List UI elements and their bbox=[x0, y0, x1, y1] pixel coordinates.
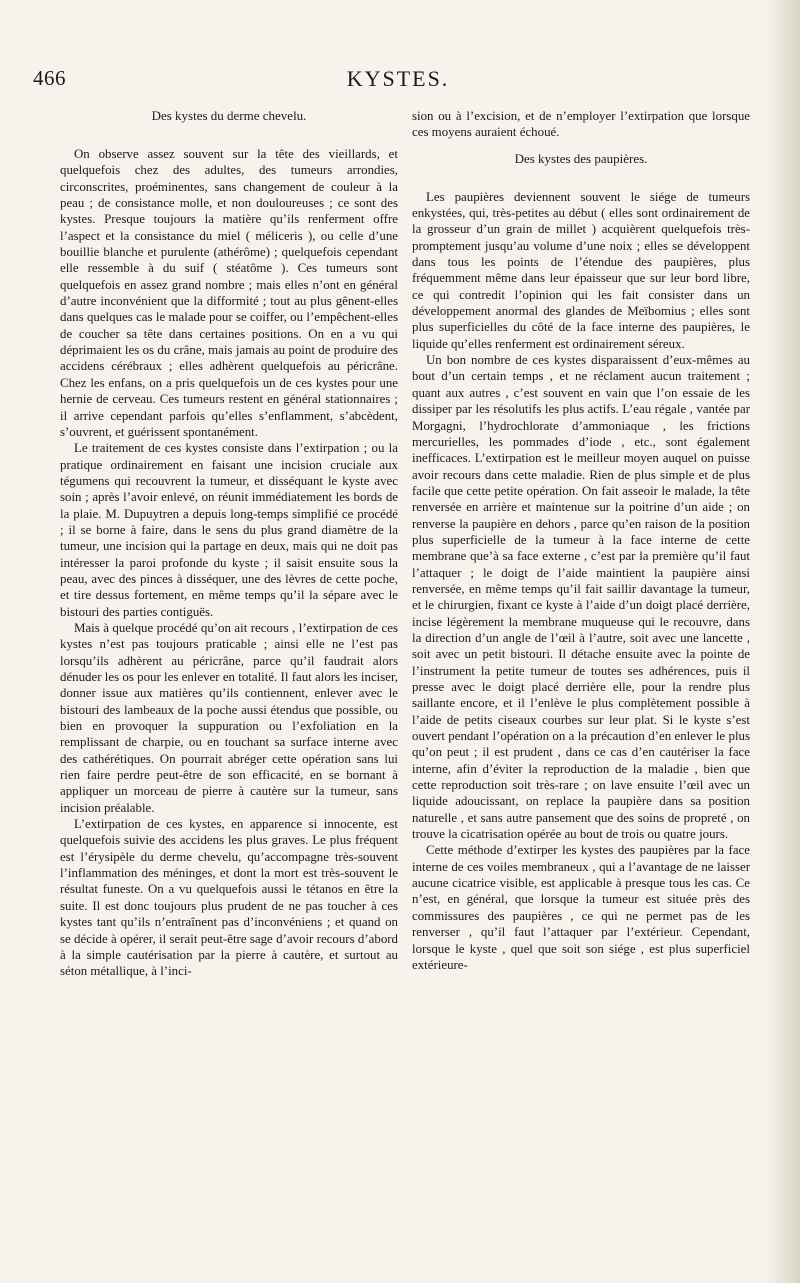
paragraph: Le traitement de ces kystes consiste dans l’extirpation ; ou la pratique ordinairement en faisant une incision cruciale aux tégumens qui recouvrent la tumeur, et disséquant le kyste avec soin ; après l’avoir enlevé, on réunit immédiatement les bords de la plaie. M. Dupuytren a depuis long-temps simplifié ce procédé ; il se borne à faire, dans le sens du plus grand diamètre de la tumeur, une incision qui la partage en deux, mais qui ne doit pas intéresser la paroi profonde du kyste ; il saisit ensuite sous la peau, avec des pinces à disséquer, une des lèvres de cette poche, et tire dessus fortement, en même temps qu’il la sépare avec le bistouri des parties contiguës. bbox=[60, 441, 398, 619]
continuation-paragraph: sion ou à l’excision, et de n’employer l’extirpation que lorsque ces moyens auraient échoué. bbox=[412, 109, 750, 140]
paragraph: L’extirpation de ces kystes, en apparence si innocente, est quelquefois suivie des accidens les plus graves. Le plus fréquent est l’érysipèle du derme chevelu, qu’accompagne très-souvent l’inflammation des méninges, et dont la mort est très-souvent le résultat funeste. On a vu quelquefois aussi le tétanos en être la suite. Il est donc toujours plus prudent de ne pas toucher à ces kystes tant qu’ils n’entraînent pas d’inconvéniens ; et quand on se décide à opérer, il serait peut-être sage d’avoir recours d’abord à la simple cautérisation par la pierre à cautère, et surtout au séton métallique, à l’inci- bbox=[60, 817, 398, 979]
page-header bbox=[33, 66, 763, 106]
paragraph: On observe assez souvent sur la tête des vieillards, et quelquefois chez des adultes, des tumeurs arrondies, circonscrites, proéminentes, sans changement de couleur à la peau ; de consistance molle, et non douloureuses ; ce sont des kystes. Presque toujours la matière qu’ils renferment offre l’aspect et la consistance du miel ( méliceris ), ou celle d’une bouillie blanche et purulente (athérôme) ; quelquefois cependant elle ressemble à du suif ( stéatôme ). Ces tumeurs sont quelquefois en assez grand nombre ; mais elles n’ont en général d’autre inconvénient que la difformité ; tout au plus gênent-elles dans quelques cas le malade pour se coiffer, ou l’empêchent-elles de coucher sa tête dans certaines positions. On en a vu qui déprimaient les os du crâne, mais jamais au point de produire des accidens cérébraux ; elles adhèrent quelquefois au péricrâne. Chez les enfans, on a pris quelquefois un de ces kystes pour une hernie de cerveau. Ces tumeurs restent en général stationnaires ; il arrive cependant parfois qu’elles s’enflamment, s’abcèdent, s’ouvrent, et guérissent spontanément. bbox=[60, 147, 398, 439]
left-column bbox=[60, 108, 398, 980]
section-heading-scalp-cysts: Des kystes du derme chevelu. bbox=[151, 108, 307, 123]
page-number: 466 bbox=[33, 66, 66, 90]
section-heading-eyelid-cysts: Des kystes des paupières. bbox=[514, 150, 648, 166]
paragraph: Un bon nombre de ces kystes disparaissent d’eux-mêmes au bout d’un certain temps , et ne réclament aucun traitement ; quant aux autres , c’est souvent en vain que l’on essaie de les dissiper par les résolutifs les plus actifs. L’eau régale , vantée par Morgagni, l’hydrochlorate d’ammoniaque , les frictions mercurielles, les pommades d’iode , etc., sont également inefficaces. L’extirpation est le meilleur moyen auquel on puisse avoir recours dans cette maladie. Rien de plus simple et de plus facile que cette petite opération. On fait asseoir le malade, la tête renversée en arrière et maintenue sur la poitrine d’un aide ; on renverse la paupière en dehors , parce qu’en raison de la position plus superficielle de la tumeur à la face interne de cette membrane que’à sa face externe , c’est par la première qu’il faut l’attaquer ; le doigt de l’aide maintient la paupière ainsi renversée, en même temps qu’il fait saillir davantage la tumeur, et le chirurgien, fixant ce kyste à l’aide d’un doigt placé derrière, incise légèrement la membrane muqueuse qui le recouvre, dans la direction d’un angle de l’œil à l’autre, soit avec une lancette , soit avec un petit bistouri. Il détache ensuite avec la pointe de l’instrument la petite tumeur de toutes ses adhérences, puis il presse avec le doigt placé derrière elle, pour la rendre plus saillante encore, et il l’enlève le plus complètement possible à l’aide de petits ciseaux courbes sur leur plat. Si le kyste s’est ouvert pendant l’opération on a la précaution d’en enlever le plus qu’on peut ; il est prudent , dans ce cas d’en cautériser la face interne, afin d’éviter la reproduction de la maladie , bien que cette reproduction soit très-rare ; on lave ensuite l’œil avec un liquide adoucissant, on replace la paupière dans sa position naturelle , et sans autre pansement que des soins de propreté , on trouve la cicatrisation opérée au bout de trois ou quatre jours. bbox=[412, 353, 750, 842]
page-edge-shadow bbox=[766, 0, 800, 1283]
right-column bbox=[412, 108, 750, 973]
paragraph: Les paupières deviennent souvent le siége de tumeurs enkystées, qui, très-petites au début ( elles sont ordinairement de la grosseur d’un grain de millet ) acquièrent quelquefois très-promptement jusqu’au volume d’une noix ; elles se développent dans tous les points de l’étendue des paupières, plus fréquemment même dans leur épaisseur que sur leur bord libre, ce qui contredit l’opinion qui les fait consister dans un développement anormal des glandes de Meïbomius ; elles sont plus superficielles du côté de la face interne des paupières, le liquide qu’elles renferment est ordinairement séreux. bbox=[412, 189, 750, 351]
paragraph: Cette méthode d’extirper les kystes des paupières par la face interne de ces voiles membraneux , qui a l’avantage de ne laisser aucune cicatrice visible, est applicable à presque tous les cas. Ce n’est, en général, que lorsque la tumeur est située près des commissures des paupières , ce qui ne permet pas de les renverser , qu’il faut l’attaquer par l’extérieur. Cependant, lorsque le kyste , quel que soit son siége , est plus superficiel extérieure- bbox=[412, 843, 750, 972]
running-title: KYSTES. bbox=[346, 66, 450, 91]
paragraph: Mais à quelque procédé qu’on ait recours , l’extirpation de ces kystes n’est pas toujours praticable ; ainsi elle ne l’est pas lorsqu’ils adhèrent au péricrâne, parce qu’il faudrait alors dénuder les os pour les enlever en totalité. Il faut alors les inciser, donner issue aux matières qu’ils contiennent, enlever avec le bistouri des lambeaux de la poche aussi étendus que possible, ou bien en provoquer la suppuration ou l’exfoliation en la remplissant de charpie, ou en touchant sa surface interne avec des cathérétiques. On pourrait abréger cette opération sans lui rien faire perdre peut-être de son efficacité, en se bornant à appliquer un morceau de pierre à cautère sur la tumeur, sans incision préalable. bbox=[60, 620, 398, 815]
